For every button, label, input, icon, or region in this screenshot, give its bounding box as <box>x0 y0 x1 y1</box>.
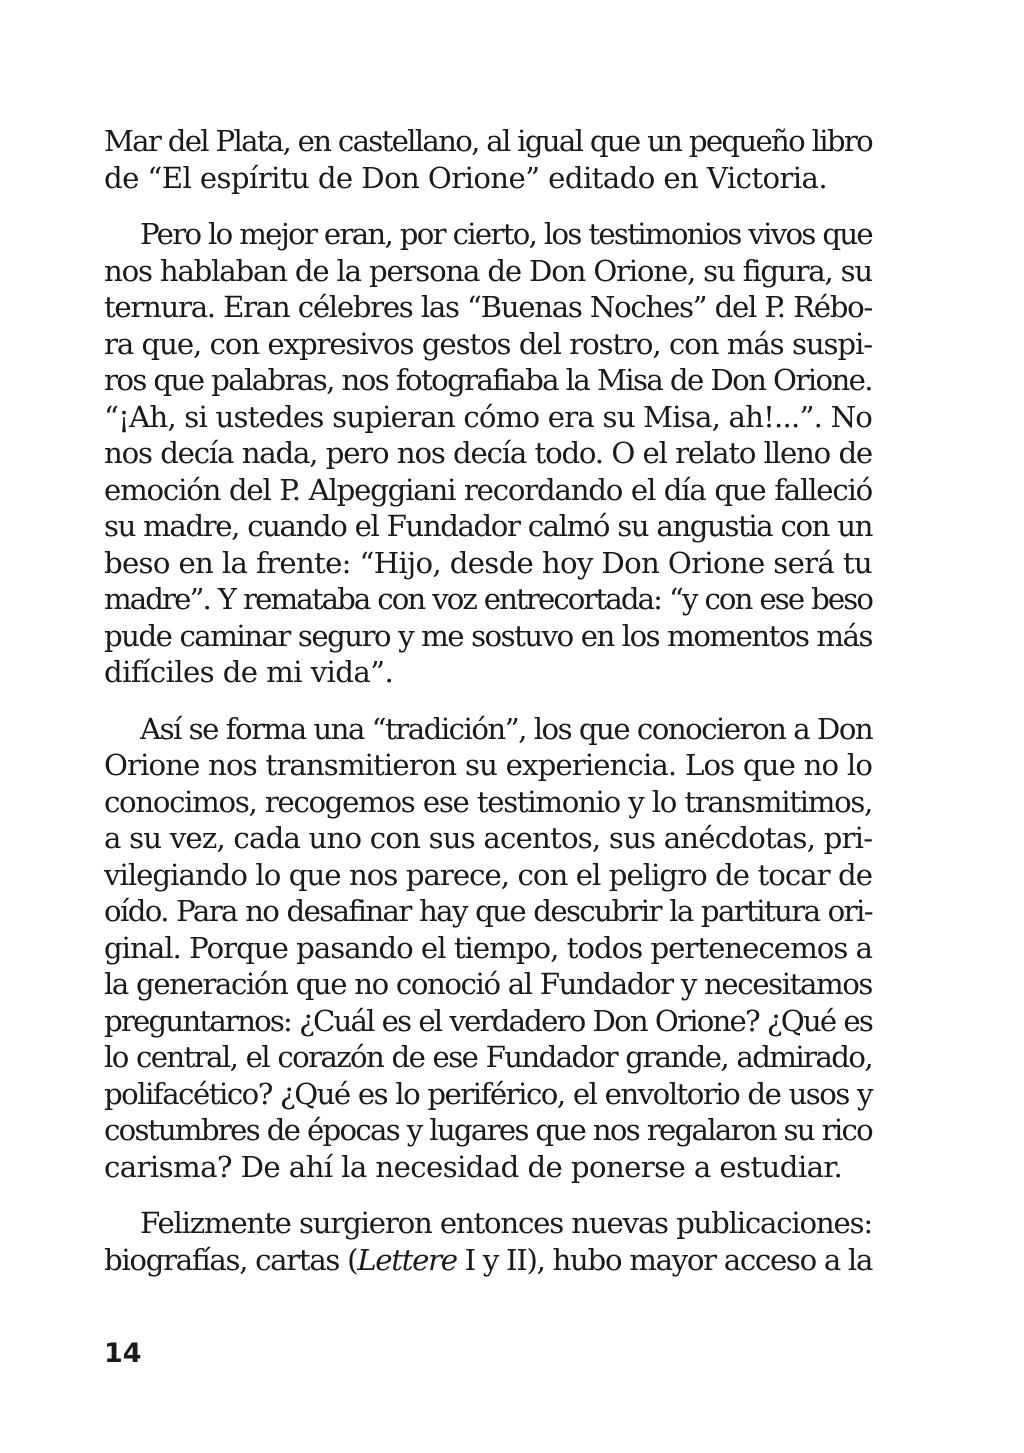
text-line: vilegiando lo que nos parece, con el peligro de tocar de <box>104 857 872 892</box>
text-line: difíciles de mi vida”. <box>104 655 394 689</box>
text-line: su madre, cuando el Fundador calmó su angustia con un <box>104 509 872 543</box>
text-line: madre”. Y remataba con voz entrecortada: “y con ese beso <box>104 582 872 616</box>
text-line: lo central, el corazón de ese Fundador grande, admirado, <box>104 1040 872 1074</box>
paragraph-3 <box>104 711 872 1186</box>
paragraph-1 <box>104 123 872 196</box>
page-body <box>104 123 872 1298</box>
text-line: oído. Para no desafinar hay que descubrir la partitura ori- <box>104 894 872 928</box>
text-segment: I y II), hubo mayor acceso a la <box>456 1242 873 1277</box>
text-line: ros que palabras, nos fotografiaba la Misa de Don Orione. <box>104 363 872 397</box>
text-line: conocimos, recogemos ese testimonio y lo transmitimos, <box>104 784 872 819</box>
text-line: preguntarnos: ¿Cuál es el verdadero Don Orione? ¿Qué es <box>104 1003 872 1038</box>
text-line <box>104 1242 872 1279</box>
text-line: costumbres de épocas y lugares que nos regalaron su rico <box>104 1113 872 1147</box>
text-line: de “El espíritu de Don Orione” editado en Victoria. <box>104 160 828 195</box>
text-line: ginal. Porque pasando el tiempo, todos pertenecemos a <box>104 930 872 965</box>
page-number: 14 <box>104 1338 142 1369</box>
text-line: nos hablaban de la persona de Don Orione, su figura, su <box>104 253 872 288</box>
text-segment: biografías, cartas ( <box>104 1242 358 1277</box>
text-line: nos decía nada, pero nos decía todo. O el relato lleno de <box>104 436 872 470</box>
text-line: ternura. Eran célebres las “Buenas Noches” del P. Rébo- <box>104 290 872 324</box>
paragraph-2 <box>104 216 872 691</box>
text-line: Mar del Plata, en castellano, al igual que un pequeño libro <box>104 124 872 158</box>
text-line: Orione nos transmitieron su experiencia. Los que no lo <box>104 748 872 782</box>
text-line: Así se forma una “tradición”, los que conocieron a Don <box>140 711 873 746</box>
text-line: a su vez, cada uno con sus acentos, sus anécdotas, pri- <box>104 821 873 855</box>
text-line: Felizmente surgieron entonces nuevas publicaciones: <box>140 1206 872 1240</box>
text-line: Pero lo mejor eran, por cierto, los testimonios vivos que <box>140 217 872 251</box>
text-line: la generación que no conoció al Fundador y necesitamos <box>104 967 872 1001</box>
text-line: carisma? De ahí la necesidad de ponerse a estudiar. <box>104 1149 843 1184</box>
text-line: polifacético? ¿Qué es lo periférico, el envoltorio de usos y <box>104 1076 872 1111</box>
paragraph-4 <box>104 1205 872 1278</box>
book-title-italic: Lettere <box>357 1242 457 1277</box>
text-line: emoción del P. Alpeggiani recordando el día que falleció <box>104 472 872 507</box>
text-line: “¡Ah, si ustedes supieran cómo era su Misa, ah!...”. No <box>104 399 873 434</box>
text-line: beso en la frente: “Hijo, desde hoy Don Orione será tu <box>104 545 872 580</box>
text-line: pude caminar seguro y me sostuvo en los momentos más <box>104 618 872 653</box>
text-line: ra que, con expresivos gestos del rostro, con más suspi- <box>104 326 872 361</box>
